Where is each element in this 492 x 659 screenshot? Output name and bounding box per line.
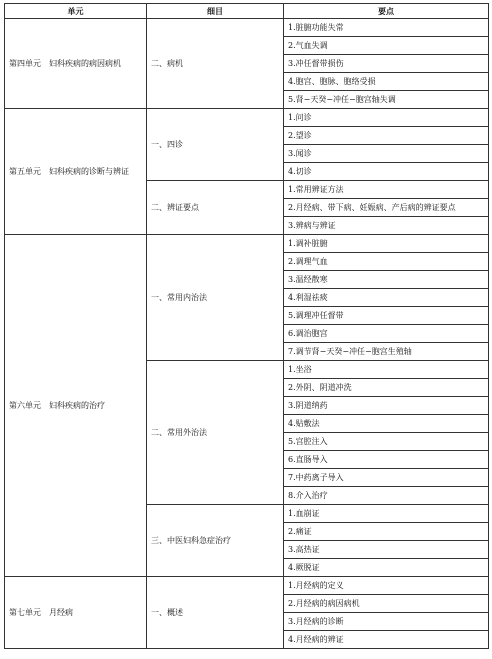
- point-cell: 6.调治胞宫: [284, 325, 489, 343]
- point-cell: 1.调补脏腑: [284, 235, 489, 253]
- point-cell: 2.望诊: [284, 127, 489, 145]
- table-row: [5, 19, 489, 37]
- table-row: [5, 577, 489, 595]
- point-cell: 2.痛证: [284, 523, 489, 541]
- point-cell: 1.血崩证: [284, 505, 489, 523]
- point-cell: 3.冲任督带损伤: [284, 55, 489, 73]
- point-cell: 3.温经散寒: [284, 271, 489, 289]
- point-cell: 3.闻诊: [284, 145, 489, 163]
- point-cell: 1.月经病的定义: [284, 577, 489, 595]
- point-cell: 4.月经病的辨证: [284, 631, 489, 649]
- point-cell: 1.常用辨证方法: [284, 181, 489, 199]
- item-cell: 三、中医妇科急症治疗: [147, 505, 284, 577]
- point-cell: 2.气血失调: [284, 37, 489, 55]
- item-cell: 一、常用内治法: [147, 235, 284, 361]
- point-cell: 3.阴道纳药: [284, 397, 489, 415]
- unit-cell: 第五单元 妇科疾病的诊断与辨证: [5, 109, 147, 235]
- header-unit: 单元: [5, 4, 147, 19]
- unit-cell: 第六单元 妇科疾病的治疗: [5, 235, 147, 577]
- point-cell: 2.月经病的病因病机: [284, 595, 489, 613]
- header-point: 要点: [284, 4, 489, 19]
- point-cell: 1.脏腑功能失常: [284, 19, 489, 37]
- header-item: 细目: [147, 4, 284, 19]
- point-cell: 5.调理冲任督带: [284, 307, 489, 325]
- point-cell: 7.中药离子导入: [284, 469, 489, 487]
- point-cell: 4.厥脱证: [284, 559, 489, 577]
- table-body: [5, 19, 489, 649]
- item-cell: 一、四诊: [147, 109, 284, 181]
- point-cell: 3.辨病与辨证: [284, 217, 489, 235]
- point-cell: 2.月经病、带下病、妊娠病、产后病的辨证要点: [284, 199, 489, 217]
- point-cell: 4.切诊: [284, 163, 489, 181]
- table-row: [5, 235, 489, 253]
- point-cell: 2.外阴、阴道冲洗: [284, 379, 489, 397]
- point-cell: 4.利湿祛痰: [284, 289, 489, 307]
- syllabus-table: [4, 3, 489, 649]
- point-cell: 6.直肠导入: [284, 451, 489, 469]
- point-cell: 4.贴敷法: [284, 415, 489, 433]
- point-cell: 3.月经病的诊断: [284, 613, 489, 631]
- point-cell: 5.宫腔注入: [284, 433, 489, 451]
- unit-cell: 第七单元 月经病: [5, 577, 147, 649]
- unit-cell: 第四单元 妇科疾病的病因病机: [5, 19, 147, 109]
- item-cell: 一、概述: [147, 577, 284, 649]
- point-cell: 1.坐浴: [284, 361, 489, 379]
- item-cell: 二、常用外治法: [147, 361, 284, 505]
- point-cell: 1.问诊: [284, 109, 489, 127]
- item-cell: 二、辨证要点: [147, 181, 284, 235]
- point-cell: 7.调节肾−天癸−冲任−胞宫生殖轴: [284, 343, 489, 361]
- point-cell: 4.胞宫、胞脉、胞络受损: [284, 73, 489, 91]
- point-cell: 3.高热证: [284, 541, 489, 559]
- table-row: [5, 109, 489, 127]
- point-cell: 5.肾−天癸−冲任−胞宫轴失调: [284, 91, 489, 109]
- table-header-row: [5, 4, 489, 19]
- item-cell: 二、病机: [147, 19, 284, 109]
- point-cell: 8.介入治疗: [284, 487, 489, 505]
- point-cell: 2.调理气血: [284, 253, 489, 271]
